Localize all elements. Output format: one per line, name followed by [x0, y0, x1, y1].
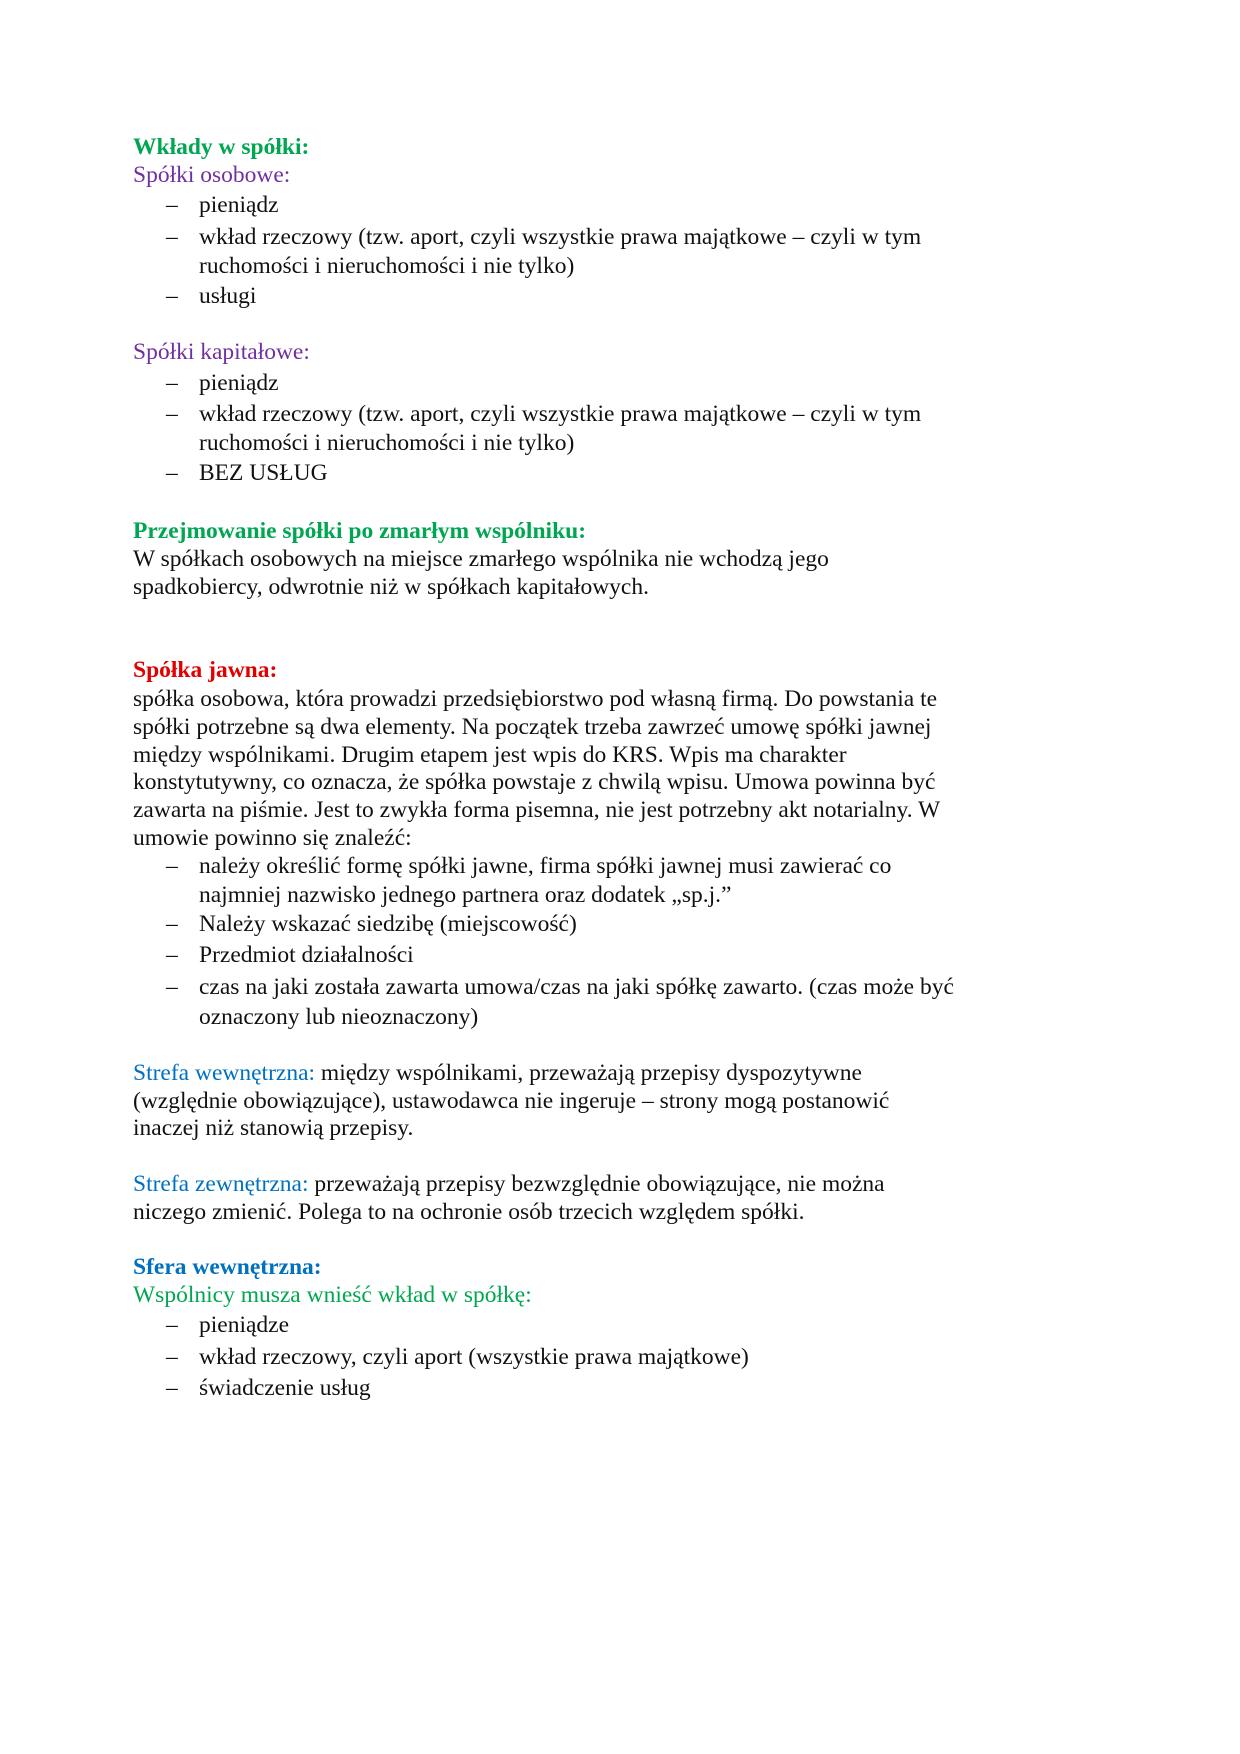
list-item: świadczenie usług — [199, 1375, 371, 1401]
dash-bullet: – — [166, 370, 178, 396]
list-item-cont: ruchomości i nieruchomości i nie tylko) — [199, 430, 575, 456]
subheading-kapitalowe: Spółki kapitałowe: — [133, 339, 310, 365]
heading-sfera-wewnetrzna: Sfera wewnętrzna: — [133, 1254, 322, 1280]
paragraph-strefa-zewnetrzna — [133, 1170, 885, 1198]
dash-bullet: – — [166, 1344, 178, 1370]
paragraph-line: W spółkach osobowych na miejsce zmarłego wspólnika nie wchodzą jego — [133, 546, 829, 572]
list-item: pieniądz — [199, 192, 279, 218]
paragraph-line: konstytutywny, co oznacza, że spółka powstaje z chwilą wpisu. Umowa powinna być — [133, 769, 936, 795]
dash-bullet: – — [166, 974, 178, 1000]
heading-przejmowanie: Przejmowanie spółki po zmarłym wspólniku: — [133, 518, 587, 544]
list-item: pieniądz — [199, 370, 279, 396]
list-item: należy określić formę spółki jawne, firma spółki jawnej musi zawierać co — [199, 853, 892, 879]
dash-bullet: – — [166, 911, 178, 937]
paragraph-line: inaczej niż stanowią przepisy. — [133, 1115, 414, 1141]
subheading-osobowe: Spółki osobowe: — [133, 162, 291, 188]
paragraph-line: zawarta na piśmie. Jest to zwykła forma pisemna, nie jest potrzebny akt notarialny. W — [133, 797, 941, 823]
paragraph-strefa-wewnetrzna — [133, 1059, 862, 1087]
paragraph-line: przeważają przepisy bezwzględnie obowiązujące, nie można — [308, 1171, 885, 1197]
heading-wklady: Wkłady w spółki: — [133, 134, 310, 160]
list-item: Przedmiot działalności — [199, 942, 414, 968]
paragraph-line: spółki potrzebne są dwa elementy. Na początek trzeba zawrzeć umowę spółki jawnej — [133, 714, 932, 740]
dash-bullet: – — [166, 401, 178, 427]
dash-bullet: – — [166, 942, 178, 968]
list-item-cont: najmniej nazwisko jednego partnera oraz dodatek „sp.j.” — [199, 882, 732, 908]
dash-bullet: – — [166, 460, 178, 486]
dash-bullet: – — [166, 853, 178, 879]
paragraph-line: między wspólnikami, przeważają przepisy dyspozytywne — [315, 1060, 862, 1086]
list-item: pieniądze — [199, 1312, 290, 1338]
list-item-cont: ruchomości i nieruchomości i nie tylko) — [199, 253, 575, 279]
paragraph-line: (względnie obowiązujące), ustawodawca nie ingeruje – strony mogą postanowić — [133, 1088, 890, 1114]
list-item: wkład rzeczowy (tzw. aport, czyli wszystkie prawa majątkowe – czyli w tym — [199, 224, 922, 250]
dash-bullet: – — [166, 1312, 178, 1338]
paragraph-line: niczego zmienić. Polega to na ochronie osób trzecich względem spółki. — [133, 1199, 805, 1225]
paragraph-line: spadkobiercy, odwrotnie niż w spółkach kapitałowych. — [133, 574, 649, 600]
label-strefa-wewnetrzna: Strefa wewnętrzna: — [133, 1060, 316, 1086]
paragraph-line: spółka osobowa, która prowadzi przedsiębiorstwo pod własną firmą. Do powstania te — [133, 686, 938, 712]
list-item: wkład rzeczowy (tzw. aport, czyli wszystkie prawa majątkowe – czyli w tym — [199, 401, 922, 427]
list-item-cont: oznaczony lub nieoznaczony) — [199, 1004, 479, 1030]
dash-bullet: – — [166, 224, 178, 250]
list-item: usługi — [199, 283, 257, 309]
list-item: BEZ USŁUG — [199, 460, 328, 486]
dash-bullet: – — [166, 192, 178, 218]
dash-bullet: – — [166, 1375, 178, 1401]
subheading-wspolnicy: Wspólnicy musza wnieść wkład w spółkę: — [133, 1282, 532, 1308]
list-item: wkład rzeczowy, czyli aport (wszystkie prawa majątkowe) — [199, 1344, 749, 1370]
dash-bullet: – — [166, 283, 178, 309]
paragraph-line: umowie powinno się znaleźć: — [133, 825, 412, 851]
list-item: czas na jaki została zawarta umowa/czas na jaki spółkę zawarto. (czas może być — [199, 974, 954, 1000]
list-item: Należy wskazać siedzibę (miejscowość) — [199, 911, 577, 937]
label-strefa-zewnetrzna: Strefa zewnętrzna: — [133, 1171, 309, 1197]
heading-spolka-jawna: Spółka jawna: — [133, 657, 278, 683]
paragraph-line: między wspólnikami. Drugim etapem jest wpis do KRS. Wpis ma charakter — [133, 742, 847, 768]
